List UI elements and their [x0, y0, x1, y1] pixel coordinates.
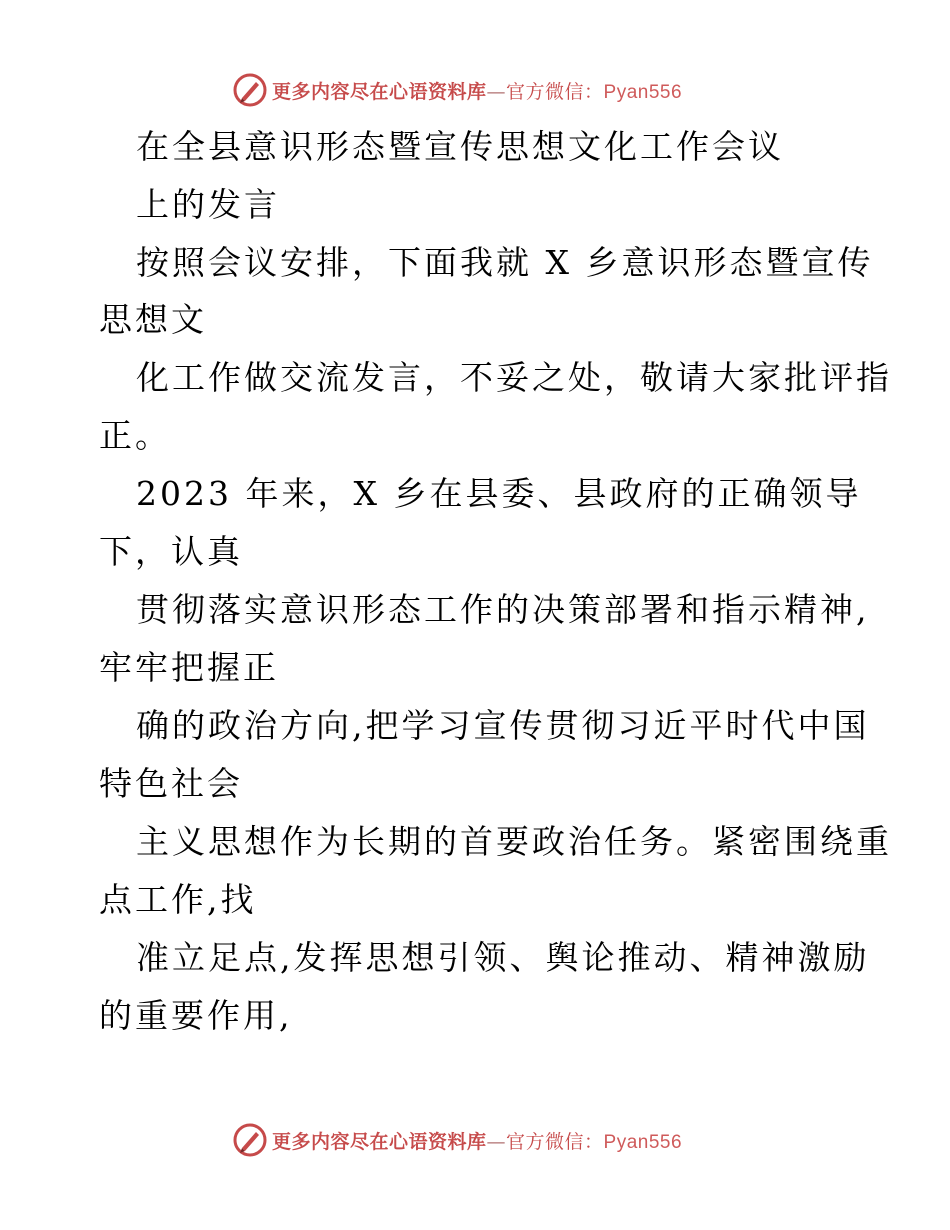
body-line: 特色社会	[99, 764, 243, 803]
header-watermark	[232, 70, 712, 110]
watermark-account: Pyan556	[603, 81, 683, 103]
watermark-lead: 更多内容尽在心语资料库	[272, 1130, 487, 1153]
watermark-account: Pyan556	[603, 1131, 683, 1153]
body-line: 贯彻落实意识形态工作的决策部署和指示精神,	[136, 590, 870, 629]
body-line: 确的政治方向,把学习宣传贯彻习近平时代中国	[136, 706, 870, 745]
watermark-tail: 官方微信：	[506, 1130, 604, 1153]
watermark-separator: —	[486, 1130, 507, 1153]
pen-logo-icon	[232, 72, 268, 108]
body-line: 下，认真	[99, 532, 243, 571]
body-line: 牢牢把握正	[99, 648, 279, 687]
body-line: 正。	[99, 416, 171, 455]
body-line: 主义思想作为长期的首要政治任务。紧密围绕重	[136, 822, 892, 861]
watermark-tail: 官方微信：	[506, 80, 604, 103]
body-line: 2023 年来，X 乡在县委、县政府的正确领导	[136, 474, 862, 513]
watermark-separator: —	[486, 80, 507, 103]
body-line: 准立足点,发挥思想引领、舆论推动、精神激励	[136, 938, 870, 977]
pen-logo-icon	[232, 1122, 268, 1158]
watermark-text	[272, 77, 682, 104]
body-line: 点工作,找	[99, 880, 257, 919]
footer-watermark	[232, 1120, 712, 1160]
watermark-text	[272, 1127, 682, 1154]
body-line: 按照会议安排，下面我就 X 乡意识形态暨宣传	[136, 243, 874, 282]
body-line: 在全县意识形态暨宣传思想文化工作会议	[136, 127, 784, 166]
body-line: 化工作做交流发言，不妥之处，敬请大家批评指	[136, 358, 892, 397]
body-line: 的重要作用,	[99, 996, 293, 1035]
watermark-lead: 更多内容尽在心语资料库	[272, 80, 487, 103]
body-line: 思想文	[99, 300, 207, 339]
body-line: 上的发言	[136, 185, 280, 224]
